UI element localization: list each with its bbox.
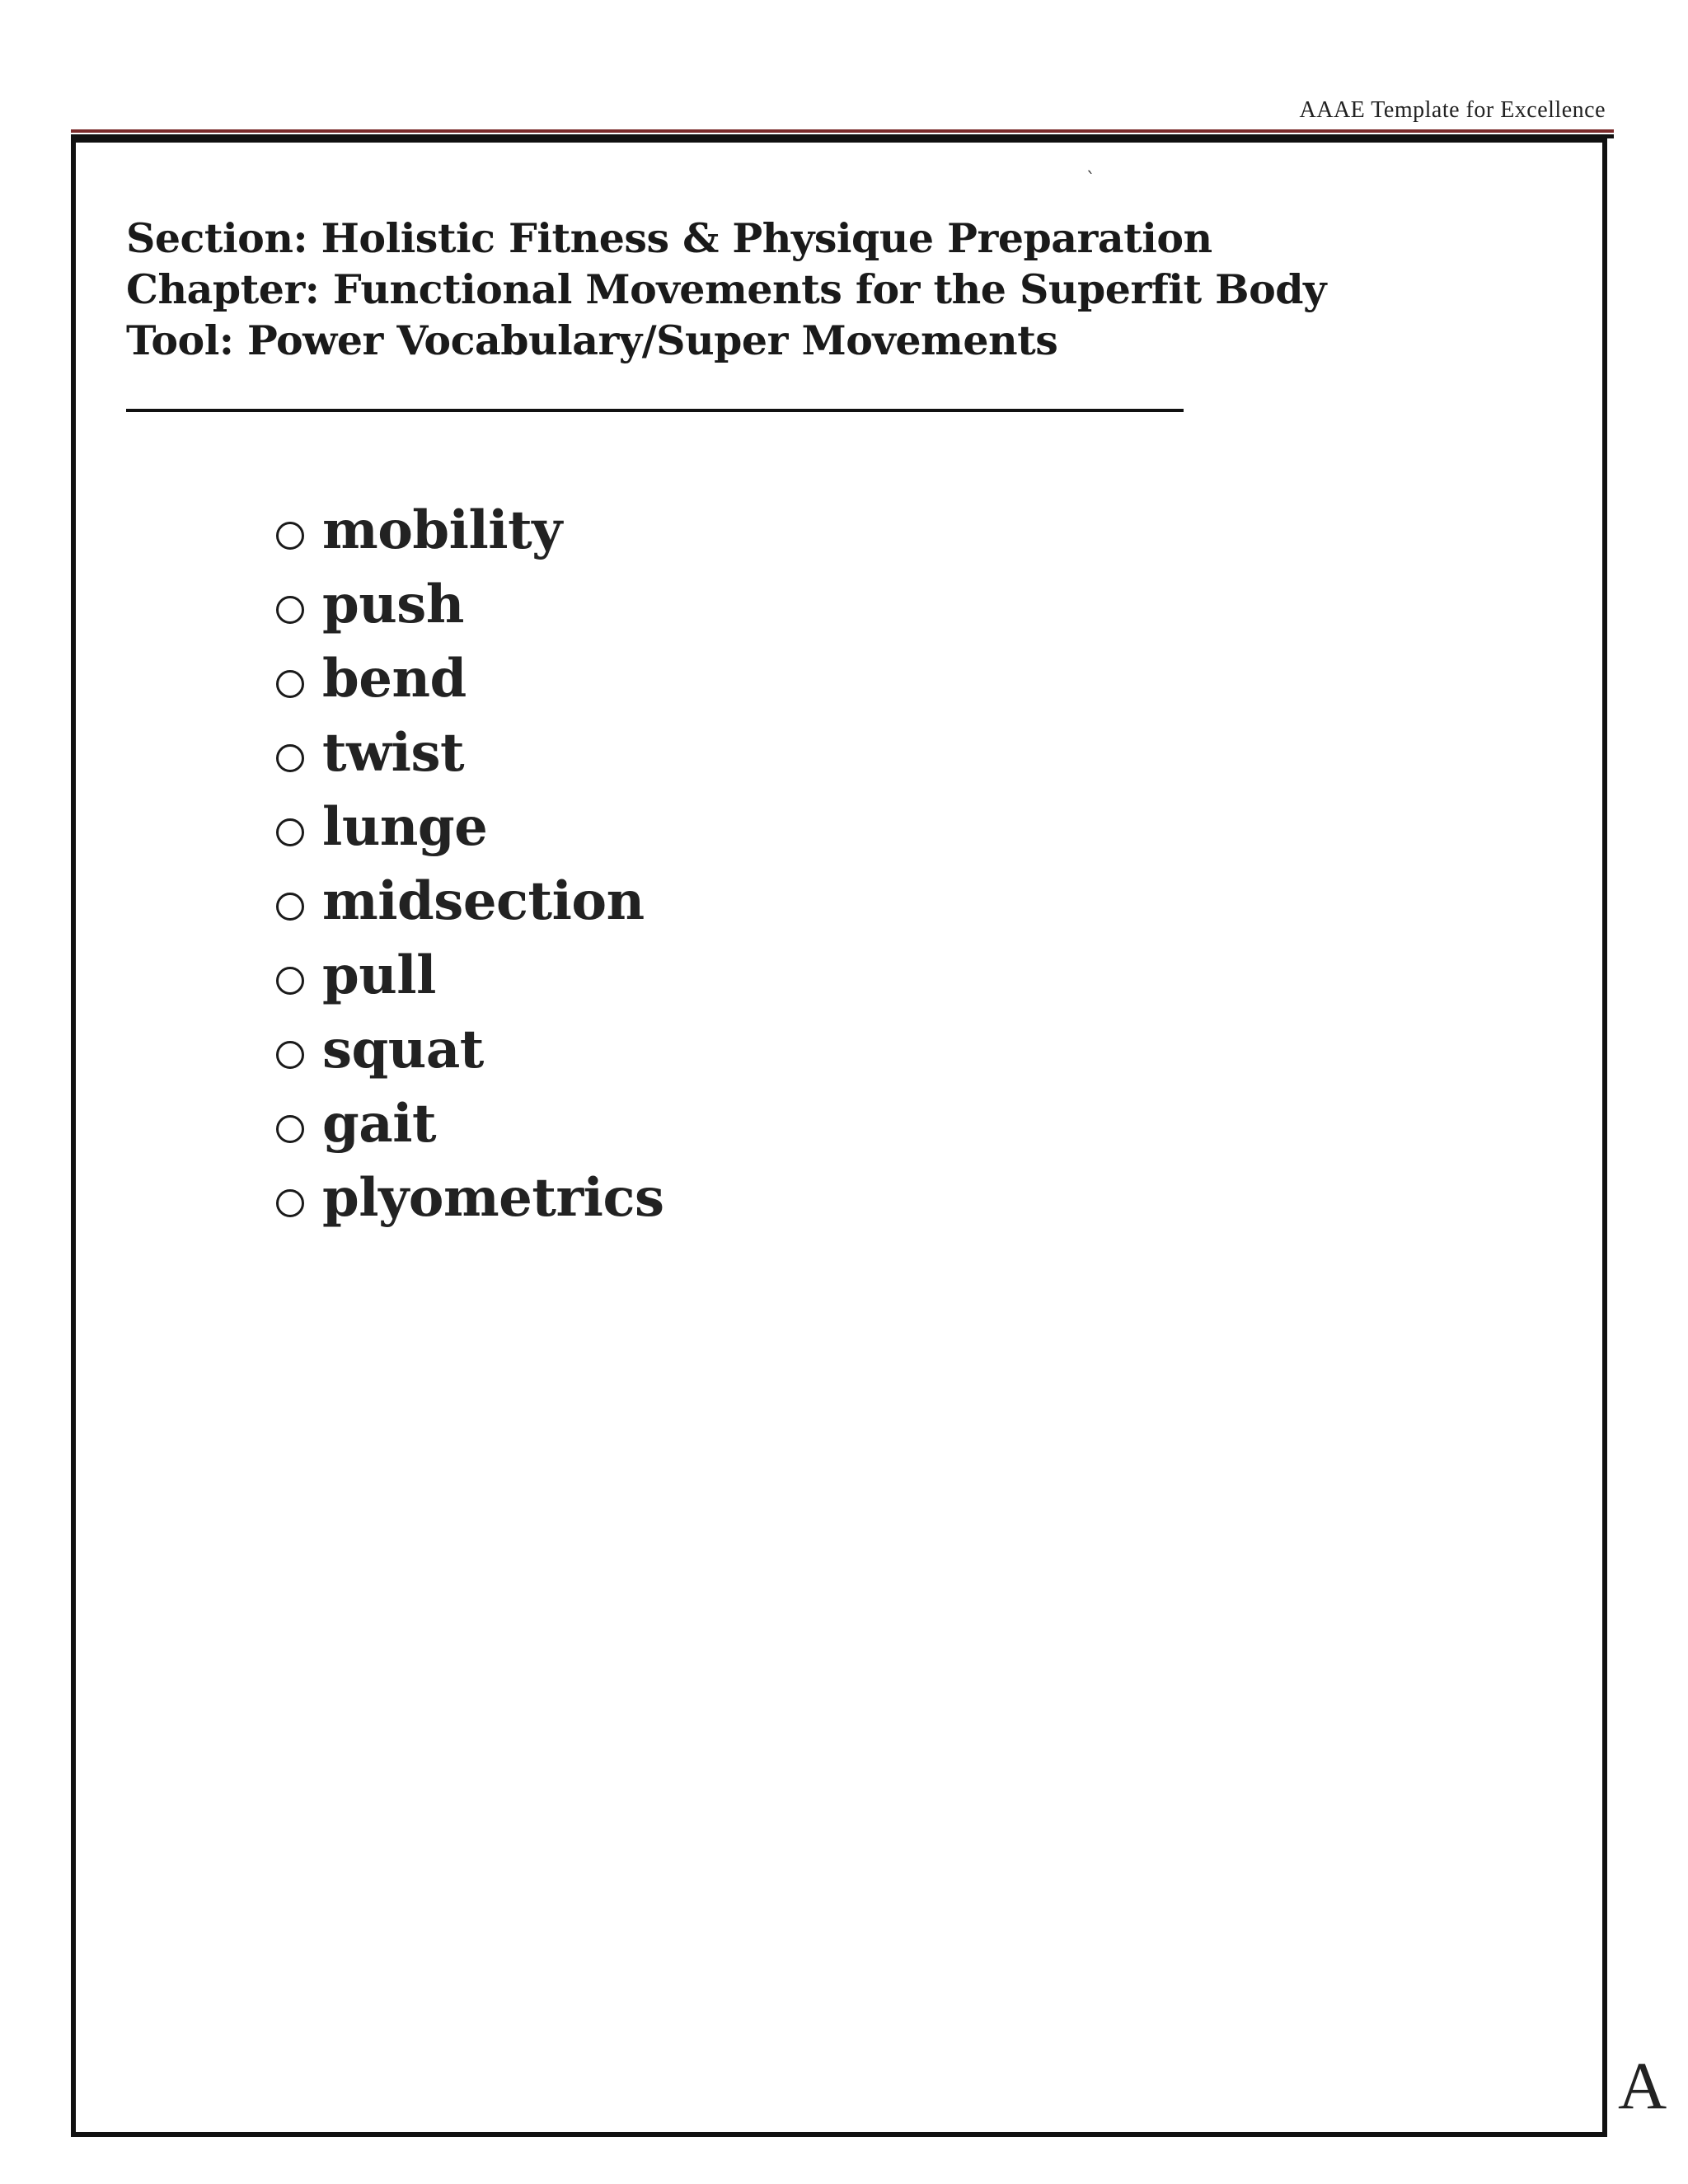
vocabulary-word: squat xyxy=(322,1018,484,1080)
template-title: AAAE Template for Excellence xyxy=(1299,97,1606,123)
heading-block xyxy=(126,213,1326,366)
circle-bullet-icon xyxy=(276,818,304,846)
vocabulary-word: pull xyxy=(322,944,436,1006)
heading-underline xyxy=(126,409,1184,412)
circle-bullet-icon xyxy=(276,596,304,624)
list-item xyxy=(276,790,663,864)
list-item xyxy=(276,715,663,790)
vocabulary-word: mobility xyxy=(322,499,562,561)
vocabulary-word: push xyxy=(322,573,464,635)
circle-bullet-icon xyxy=(276,1189,304,1217)
list-item xyxy=(276,1160,663,1235)
list-item xyxy=(276,493,663,567)
stray-mark: ` xyxy=(1086,170,1095,190)
list-item xyxy=(276,864,663,938)
circle-bullet-icon xyxy=(276,670,304,698)
list-item xyxy=(276,641,663,715)
section-heading: Section: Holistic Fitness & Physique Preparation xyxy=(126,214,1212,262)
list-item xyxy=(276,938,663,1012)
list-item xyxy=(276,1012,663,1086)
circle-bullet-icon xyxy=(276,967,304,995)
vocabulary-word: midsection xyxy=(322,869,645,932)
vocabulary-word: plyometrics xyxy=(322,1166,664,1229)
chapter-heading: Chapter: Functional Movements for the Superfit Body xyxy=(126,265,1327,313)
circle-bullet-icon xyxy=(276,1041,304,1069)
page-label: A xyxy=(1618,2048,1667,2123)
vocabulary-word: bend xyxy=(322,647,467,710)
circle-bullet-icon xyxy=(276,522,304,550)
tool-heading: Tool: Power Vocabulary/Super Movements xyxy=(126,316,1058,364)
header-rule-accent xyxy=(71,129,1614,133)
circle-bullet-icon xyxy=(276,893,304,921)
circle-bullet-icon xyxy=(276,1115,304,1143)
vocabulary-word: lunge xyxy=(322,795,488,858)
list-item xyxy=(276,567,663,641)
circle-bullet-icon xyxy=(276,744,304,772)
list-item xyxy=(276,1086,663,1160)
vocabulary-word: twist xyxy=(322,721,465,784)
vocabulary-word: gait xyxy=(322,1092,437,1155)
vocabulary-list xyxy=(276,493,663,1235)
